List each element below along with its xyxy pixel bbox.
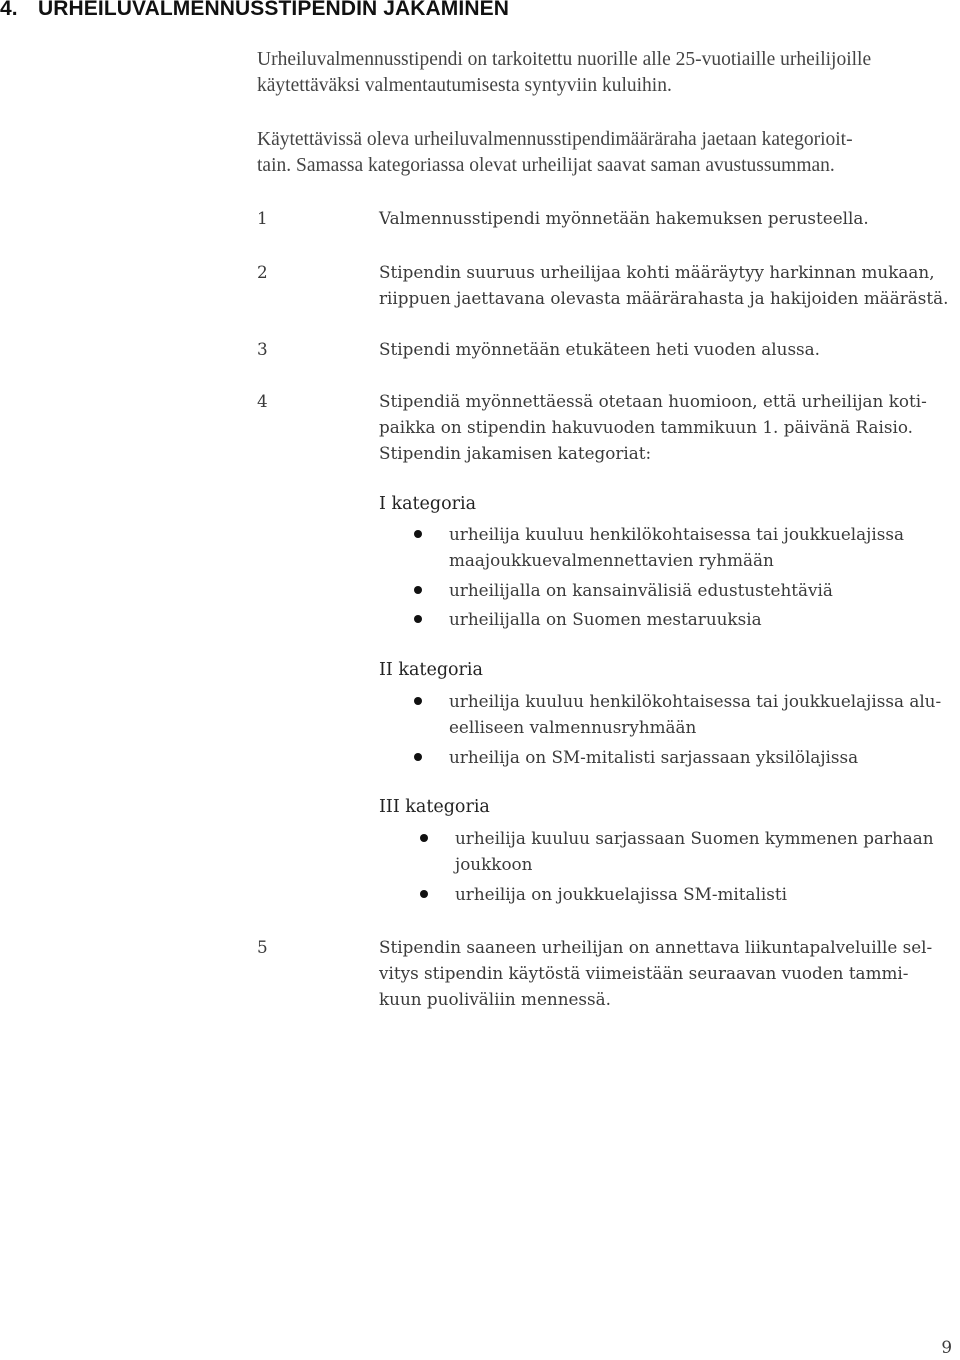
intro-paragraph-1: [257, 47, 871, 99]
section-number: 4.: [0, 0, 18, 20]
item-number: 5: [257, 937, 268, 957]
bullet-icon: [414, 586, 422, 594]
item-text-line: Valmennusstipendi myönnetään hakemuksen perusteella.: [379, 208, 869, 228]
bullet-icon: [414, 697, 422, 705]
category-1-title: I kategoria: [379, 494, 477, 514]
intro-paragraph-2-line: Käytettävissä oleva urheiluvalmennusstipendimääräraha jaetaan kategorioit-: [257, 129, 853, 150]
item-text-line: Stipendiä myönnettäessä otetaan huomioon, että urheilijan koti-: [379, 391, 927, 411]
list-item-text: urheilija kuuluu sarjassaan Suomen kymmenen parhaan: [455, 828, 934, 848]
list-item-text: urheilija kuuluu henkilökohtaisessa tai joukkuelajissa: [449, 524, 904, 544]
item-text-line: Stipendin saaneen urheilijan on annettava liikuntapalveluille sel-: [379, 937, 933, 957]
bullet-icon: [420, 834, 428, 842]
bullet-icon: [414, 753, 422, 761]
bullet-icon: [420, 890, 428, 898]
item-text-line: riippuen jaettavana olevasta määrärahasta ja hakijoiden määrästä.: [379, 288, 949, 308]
intro-paragraph-2-line: tain. Samassa kategoriassa olevat urheilijat saavat saman avustussumman.: [257, 155, 835, 176]
list-item-text: urheilijalla on kansainvälisiä edustustehtäviä: [449, 580, 833, 600]
item-text-line: paikka on stipendin hakuvuoden tammikuun 1. päivänä Raisio.: [379, 417, 913, 437]
item-text-line: Stipendin jakamisen kategoriat:: [379, 443, 652, 463]
item-number: 1: [257, 208, 268, 228]
list-item-text: urheilija on joukkuelajissa SM-mitalisti: [455, 884, 787, 904]
section-heading: [0, 0, 509, 21]
list-item-text: urheilija on SM-mitalisti sarjassaan yksilölajissa: [449, 747, 859, 767]
intro-paragraph-1-line: Urheiluvalmennusstipendi on tarkoitettu nuorille alle 25-vuotiaille urheilijoille: [257, 49, 872, 70]
intro-paragraph-2: [257, 127, 853, 179]
item-text-line: vitys stipendin käytöstä viimeistään seuraavan vuoden tammi-: [379, 963, 909, 983]
item-text-line: kuun puoliväliin mennessä.: [379, 989, 611, 1009]
category-2-title: II kategoria: [379, 660, 483, 680]
list-item-text: joukkoon: [455, 854, 533, 874]
item-text-line: Stipendin suuruus urheilijaa kohti määräytyy harkinnan mukaan,: [379, 262, 935, 282]
page-number: 9: [941, 1337, 952, 1357]
list-item-text: eelliseen valmennusryhmään: [449, 717, 697, 737]
item-number: 3: [257, 339, 268, 359]
list-item-text: maajoukkuevalmennettavien ryhmään: [449, 550, 774, 570]
section-title: URHEILUVALMENNUSSTIPENDIN JAKAMINEN: [38, 0, 509, 20]
item-number: 4: [257, 391, 268, 411]
bullet-icon: [414, 530, 422, 538]
list-item-text: urheilija kuuluu henkilökohtaisessa tai joukkuelajissa alu-: [449, 691, 942, 711]
item-text-line: Stipendi myönnetään etukäteen heti vuoden alussa.: [379, 339, 821, 359]
intro-paragraph-1-line: käytettäväksi valmentautumisesta syntyviin kuluihin.: [257, 75, 672, 96]
item-number: 2: [257, 262, 268, 282]
bullet-icon: [414, 615, 422, 623]
category-3-title: III kategoria: [379, 797, 490, 817]
list-item-text: urheilijalla on Suomen mestaruuksia: [449, 609, 762, 629]
